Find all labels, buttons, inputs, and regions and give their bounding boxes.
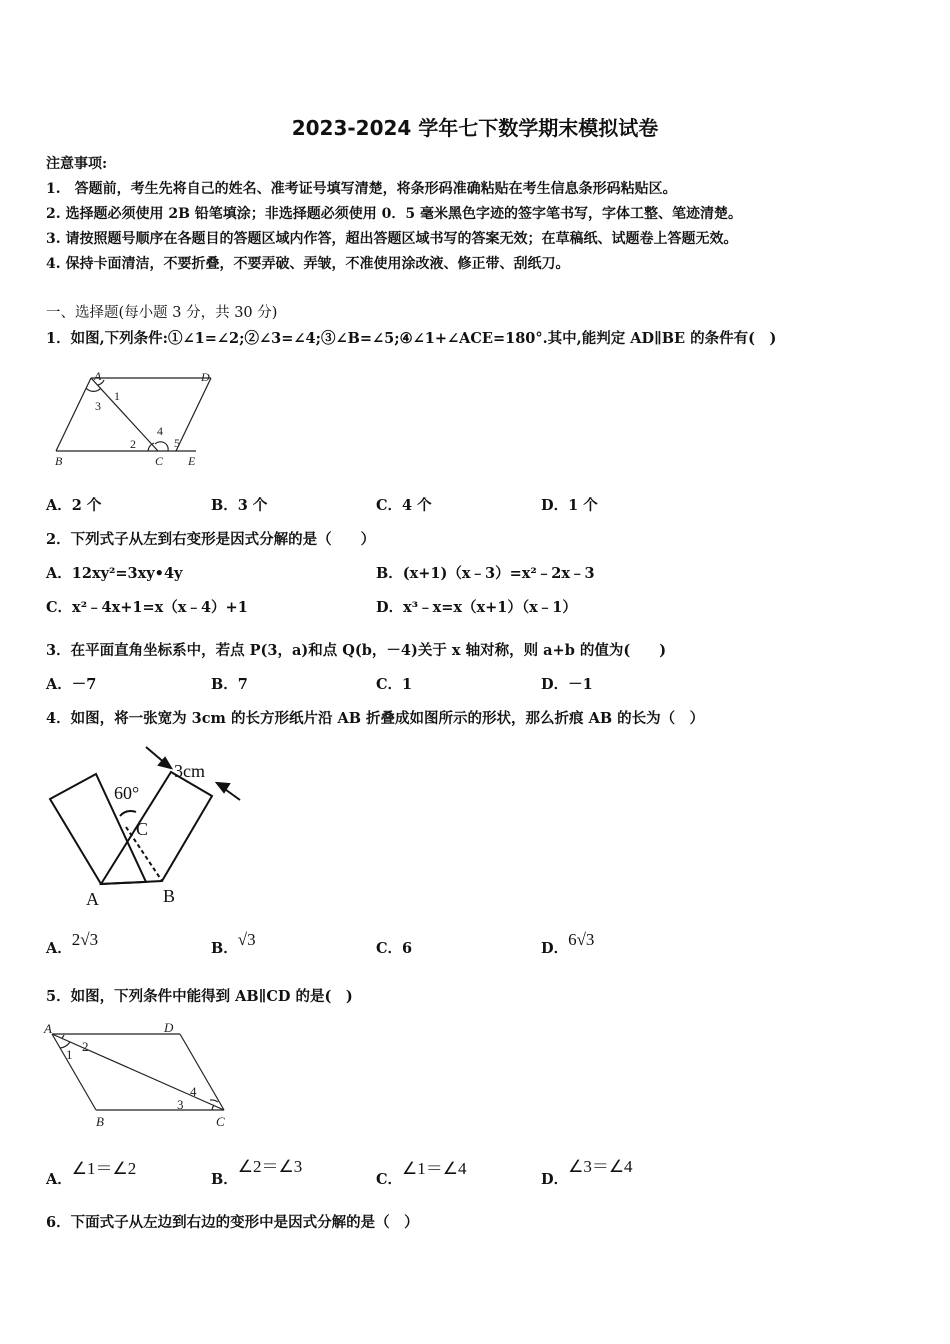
q5-option-c-expr: ∠1＝∠4 bbox=[402, 1159, 467, 1178]
section-heading: 一、选择题(每小题 3 分，共 30 分) bbox=[46, 305, 278, 321]
q5-option-a[interactable] bbox=[46, 1159, 137, 1189]
q5-label-1: 1 bbox=[66, 1047, 73, 1062]
q5-label-C: C bbox=[216, 1114, 225, 1129]
q1-label-B: B bbox=[55, 454, 63, 468]
q4-option-d-expr: 6√3 bbox=[568, 930, 595, 949]
q4-label-B: B bbox=[163, 886, 176, 906]
q1-label-5: 5 bbox=[174, 436, 180, 450]
q5-option-b-expr: ∠2＝∠3 bbox=[237, 1157, 303, 1176]
q5-option-b-label: B． bbox=[211, 1171, 238, 1188]
q1-option-c[interactable]: C．4 个 bbox=[376, 497, 432, 514]
q3-option-a[interactable]: A．－7 bbox=[46, 676, 97, 693]
q4-label-A: A bbox=[86, 889, 99, 909]
q2-option-d-expr: x³﹣x=x（x+1）（x﹣1） bbox=[403, 599, 577, 616]
notice-item-4: 4. 保持卡面清洁，不要折叠，不要弄破、弄皱，不准使用涂改液、修正带、刮纸刀。 bbox=[46, 256, 570, 272]
q2-option-a-expr: 12xy²=3xy•4y bbox=[71, 565, 183, 582]
q2-option-a-label: A． bbox=[46, 565, 72, 582]
q5-label-2: 2 bbox=[82, 1039, 89, 1054]
q4-option-d[interactable] bbox=[541, 930, 595, 958]
q5-option-c[interactable] bbox=[376, 1159, 467, 1189]
q5-option-d-label: D． bbox=[541, 1171, 569, 1188]
q2-option-d-label: D． bbox=[376, 599, 404, 616]
q5-stem: 5．如图，下列条件中能得到 AB∥CD 的是( ) bbox=[46, 988, 353, 1005]
q4-option-b[interactable] bbox=[211, 930, 256, 958]
q5-option-a-label: A． bbox=[46, 1171, 72, 1188]
q2-option-c-expr: x²﹣4x+1=x（x﹣4）+1 bbox=[72, 599, 248, 616]
q1-label-3: 3 bbox=[95, 399, 101, 413]
q1-label-C: C bbox=[155, 454, 164, 468]
q3-stem: 3．在平面直角坐标系中，若点 P(3，a)和点 Q(b，－4)关于 x 轴对称，则 a+b 的值为( ) bbox=[46, 642, 667, 659]
page-title: 2023-2024 学年七下数学期末模拟试卷 bbox=[291, 116, 659, 140]
q3-option-c[interactable]: C．1 bbox=[376, 676, 413, 693]
q2-stem: 2．下列式子从左到右变形是因式分解的是（ ） bbox=[46, 531, 376, 548]
q1-label-E: E bbox=[188, 454, 196, 468]
q1-option-b[interactable]: B．3 个 bbox=[211, 497, 268, 514]
q4-label-3cm: 3cm bbox=[174, 761, 205, 781]
q2-option-c[interactable] bbox=[46, 596, 248, 617]
q5-option-d-expr: ∠3＝∠4 bbox=[568, 1157, 633, 1176]
q5-option-a-expr: ∠1＝∠2 bbox=[71, 1159, 137, 1178]
q5-option-c-label: C． bbox=[376, 1171, 403, 1188]
q1-label-A: A bbox=[94, 369, 102, 383]
q4-label-C: C bbox=[136, 819, 149, 839]
q5-label-A: A bbox=[44, 1021, 52, 1036]
q5-label-3: 3 bbox=[177, 1097, 184, 1112]
q1-stem: 1．如图,下列条件:①∠1=∠2;②∠3=∠4;③∠B=∠5;④∠1+∠ACE=180°.其中,能判定 AD∥BE 的条件有( ) bbox=[46, 330, 777, 347]
q5-figure bbox=[44, 1020, 234, 1130]
q5-label-4: 4 bbox=[190, 1084, 197, 1099]
q2-option-c-label: C． bbox=[46, 599, 73, 616]
q2-option-b-expr: (x+1)（x﹣3）=x²﹣2x﹣3 bbox=[402, 565, 595, 582]
q2-option-d[interactable] bbox=[376, 596, 577, 617]
notice-item-1: 1. 答题前，考生先将自己的姓名、准考证号填写清楚，将条形码准确粘贴在考生信息条形码粘贴区。 bbox=[46, 181, 677, 197]
q4-option-b-expr: √3 bbox=[237, 930, 256, 949]
q5-label-B: B bbox=[96, 1114, 104, 1129]
q4-option-d-label: D． bbox=[541, 940, 569, 957]
q4-option-a-expr: 2√3 bbox=[71, 930, 99, 949]
q1-option-a[interactable]: A．2 个 bbox=[46, 497, 102, 514]
q4-label-60: 60° bbox=[114, 783, 140, 803]
q4-stem: 4．如图，将一张宽为 3cm 的长方形纸片沿 AB 折叠成如图所示的形状，那么折痕 AB 的长为（ ） bbox=[46, 710, 705, 727]
notice-item-2: 2. 选择题必须使用 2B 铅笔填涂；非选择题必须使用 0．5 毫米黑色字迹的签字笔书写，字体工整、笔迹清楚。 bbox=[46, 206, 743, 222]
q1-label-1: 1 bbox=[114, 389, 120, 403]
q2-option-b[interactable] bbox=[376, 562, 595, 583]
q1-label-2: 2 bbox=[130, 437, 136, 451]
q3-option-b[interactable]: B．7 bbox=[211, 676, 248, 693]
q4-option-b-label: B． bbox=[211, 940, 238, 957]
q6-stem: 6．下面式子从左边到右边的变形中是因式分解的是（ ） bbox=[46, 1214, 419, 1231]
notice-item-3: 3. 请按照题号顺序在各题目的答题区域内作答，超出答题区域书写的答案无效；在草稿纸、试题卷上答题无效。 bbox=[46, 231, 738, 247]
q2-option-a[interactable] bbox=[46, 562, 182, 583]
q1-label-D: D bbox=[201, 370, 210, 384]
q5-option-d[interactable] bbox=[541, 1157, 633, 1189]
q4-figure bbox=[46, 742, 246, 910]
q1-figure bbox=[46, 368, 226, 473]
q4-option-c-label: C．6 bbox=[376, 940, 413, 957]
q2-option-b-label: B． bbox=[376, 565, 403, 582]
q3-option-d[interactable]: D．－1 bbox=[541, 676, 593, 693]
notice-heading: 注意事项: bbox=[46, 156, 108, 172]
q5-label-D: D bbox=[164, 1020, 174, 1035]
q1-option-d[interactable]: D．1 个 bbox=[541, 497, 598, 514]
q4-option-c[interactable] bbox=[376, 937, 412, 958]
q1-label-4: 4 bbox=[157, 424, 163, 438]
q4-option-a-label: A． bbox=[46, 940, 72, 957]
q4-option-a[interactable] bbox=[46, 930, 99, 958]
q5-option-b[interactable] bbox=[211, 1157, 303, 1189]
